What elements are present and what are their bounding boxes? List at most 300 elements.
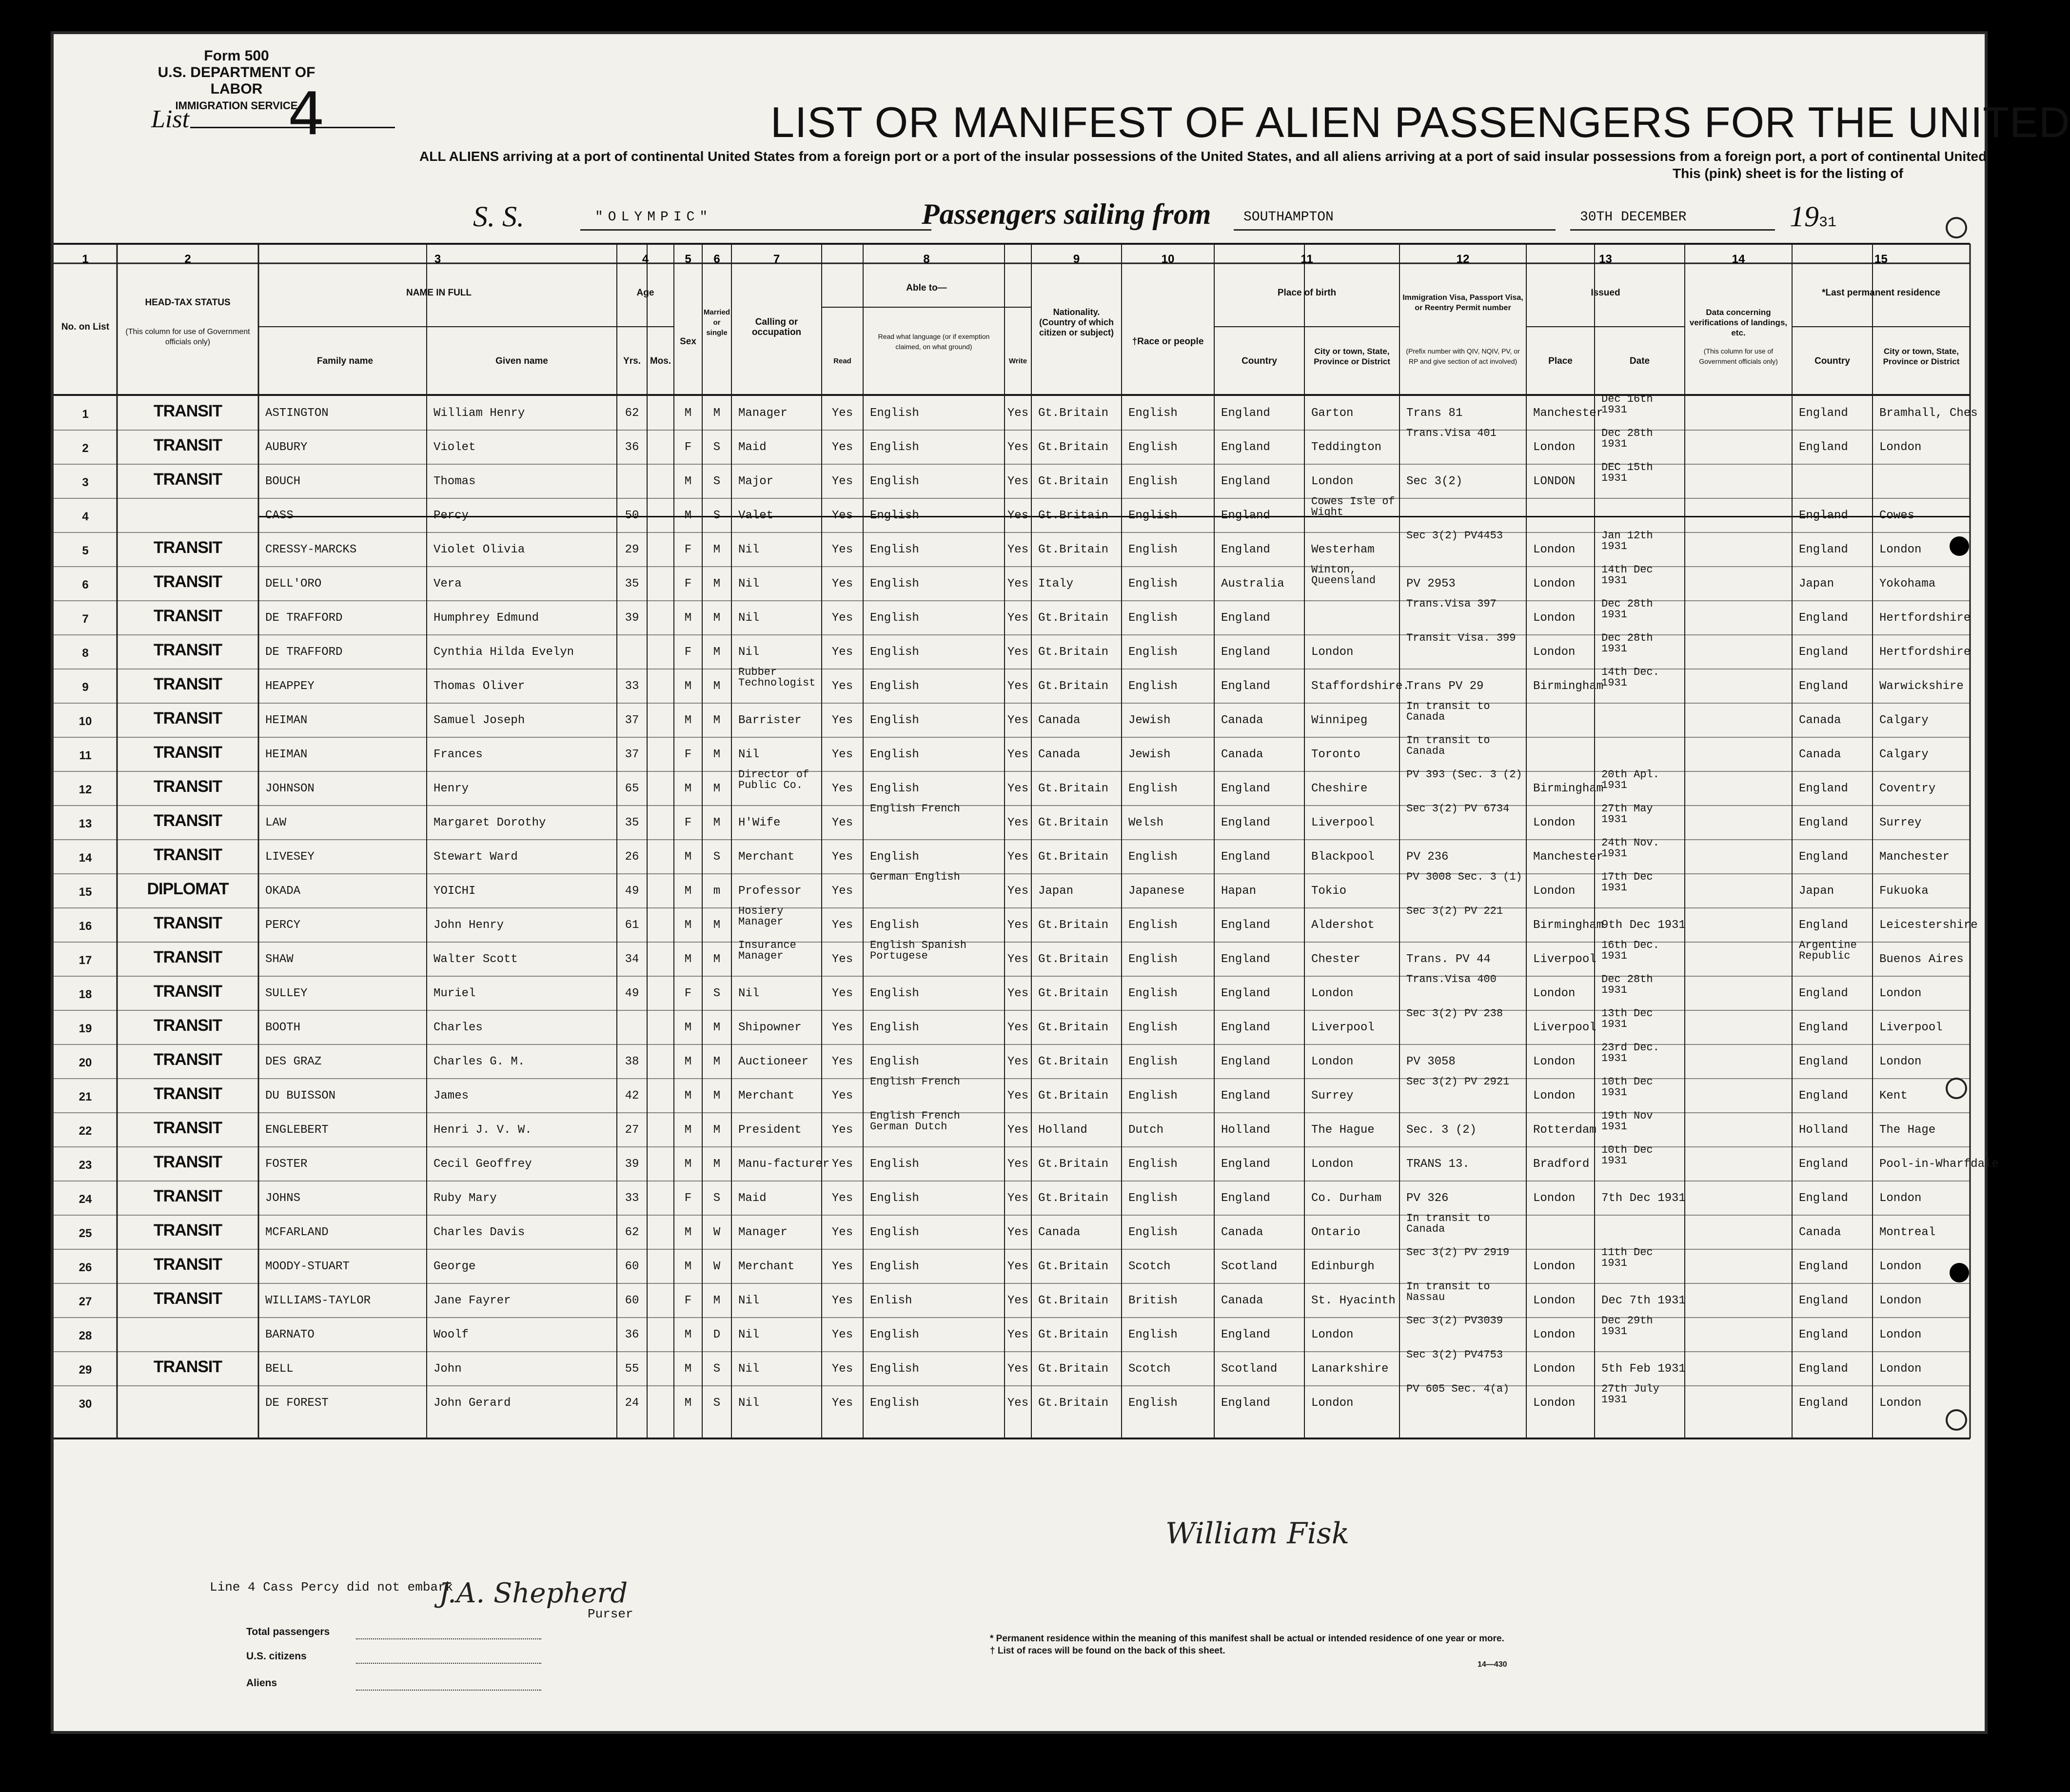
cell-nat: Gt.Britain — [1038, 475, 1109, 488]
cell-yrs: 26 — [625, 850, 639, 864]
cell-country: England — [1221, 509, 1270, 522]
cell-rc: Japan — [1799, 577, 1834, 591]
cell-lang: English — [870, 1362, 919, 1376]
cell-nat: Gt.Britain — [1038, 407, 1109, 420]
cell-n: 14 — [79, 851, 92, 865]
us-citizens-label: U.S. citizens — [246, 1651, 307, 1662]
cell-race: English — [1128, 1226, 1178, 1239]
cell-rc: England — [1799, 850, 1848, 864]
cell-given: Cynthia Hilda Evelyn — [434, 646, 574, 659]
cell-ms: S — [713, 1397, 721, 1410]
cell-race: British — [1128, 1294, 1178, 1307]
cell-ms: M — [713, 919, 721, 932]
cell-rcity: London — [1879, 1328, 1922, 1341]
header-family-name: Family name — [316, 356, 374, 366]
cell-nat: Gt.Britain — [1038, 1294, 1109, 1307]
cell-visa: Sec 3(2) PV3039 — [1406, 1315, 1503, 1327]
cell-given: Henri J. V. W. — [434, 1123, 532, 1137]
cell-place: London — [1533, 441, 1576, 454]
cell-ms: M — [713, 1089, 721, 1103]
cell-city: Teddington — [1311, 441, 1382, 454]
cell-place: London — [1533, 1192, 1576, 1205]
cell-place: London — [1533, 577, 1576, 591]
cell-city: Westerham — [1311, 543, 1375, 556]
cell-read: Yes — [831, 543, 853, 556]
cell-yrs: 34 — [625, 953, 639, 966]
cell-place: London — [1533, 1260, 1576, 1273]
cell-country: England — [1221, 953, 1270, 966]
cell-rcity: Coventry — [1879, 782, 1936, 795]
cell-race: English — [1128, 543, 1178, 556]
cell-calling: Nil — [738, 1328, 760, 1341]
cell-ht: TRANSIT — [153, 709, 222, 728]
cell-given: John Gerard — [434, 1397, 511, 1410]
cell-given: Henry — [434, 782, 469, 795]
cell-city: Toronto — [1311, 748, 1360, 761]
cell-calling: Insurance Manager — [738, 939, 796, 962]
cell-lang: English — [870, 1158, 919, 1171]
cell-date: 19th Nov 1931 — [1601, 1110, 1653, 1133]
cell-rc: England — [1799, 543, 1848, 556]
header-read: Read — [833, 357, 851, 365]
cell-rc: Japan — [1799, 885, 1834, 898]
cell-n: 7 — [82, 612, 89, 626]
header-calling: Calling or occupation — [751, 317, 802, 337]
cell-nat: Canada — [1038, 714, 1081, 727]
cell-date: 16th Dec. 1931 — [1601, 939, 1659, 962]
cell-race: Japanese — [1128, 885, 1185, 898]
cell-ms: S — [713, 1362, 721, 1376]
cell-read: Yes — [831, 407, 853, 420]
cell-sex: M — [684, 1158, 692, 1171]
year-prefix: 19 — [1790, 200, 1819, 233]
cell-sex: M — [684, 1055, 692, 1068]
cell-yrs: 24 — [625, 1397, 639, 1410]
cell-given: Jane Fayrer — [434, 1294, 511, 1307]
cell-nat: Gt.Britain — [1038, 646, 1109, 659]
cell-place: Birmingham — [1533, 680, 1604, 693]
cell-ht: TRANSIT — [153, 1119, 222, 1137]
cell-given: Charles — [434, 1021, 483, 1034]
cell-family: OKADA — [265, 885, 301, 898]
cell-sex: M — [684, 885, 692, 898]
cell-visa: In transit to Canada — [1406, 1212, 1490, 1235]
footnote-races: † List of races will be found on the back of this sheet. — [990, 1646, 1225, 1656]
cell-race: English — [1128, 577, 1178, 591]
cell-rc: England — [1799, 1021, 1848, 1034]
cell-sex: M — [684, 850, 692, 864]
purser-signature: J.A. Shepherd — [439, 1577, 628, 1609]
cell-place: Bradford — [1533, 1158, 1590, 1171]
cell-sex: M — [684, 1397, 692, 1410]
cell-race: Scotch — [1128, 1362, 1171, 1376]
cell-given: Frances — [434, 748, 483, 761]
column-number: 3 — [434, 253, 441, 266]
cell-nat: Gt.Britain — [1038, 1328, 1109, 1341]
cell-country: Hapan — [1221, 885, 1257, 898]
cell-ms: D — [713, 1328, 721, 1341]
header-issued: Issued — [1591, 288, 1620, 298]
cell-write: Yes — [1007, 1226, 1029, 1239]
cell-ht: TRANSIT — [153, 846, 222, 864]
cell-sex: M — [684, 714, 692, 727]
cell-nat: Gt.Britain — [1038, 987, 1109, 1000]
cell-visa: Trans.Visa 400 — [1406, 973, 1497, 985]
cell-lang: English — [870, 577, 919, 591]
cell-family: DES GRAZ — [265, 1055, 322, 1068]
cell-lang: English French German Dutch — [870, 1110, 960, 1133]
cell-country: England — [1221, 1055, 1270, 1068]
cell-place: Birmingham — [1533, 919, 1604, 932]
cell-n: 16 — [79, 920, 92, 933]
cell-sex: M — [684, 475, 692, 488]
cell-ms: M — [713, 782, 721, 795]
cell-city: Winnipeg — [1311, 714, 1368, 727]
cell-city: London — [1311, 646, 1354, 659]
cell-rcity: The Hage — [1879, 1123, 1936, 1137]
list-number: 4 — [288, 80, 325, 148]
cell-country: England — [1221, 987, 1270, 1000]
cell-lang: English French — [870, 1076, 960, 1088]
cell-place: Liverpool — [1533, 953, 1597, 966]
cell-country: England — [1221, 475, 1270, 488]
cell-sex: M — [684, 611, 692, 625]
cell-yrs: 39 — [625, 1158, 639, 1171]
cell-yrs: 36 — [625, 441, 639, 454]
cell-nat: Gt.Britain — [1038, 1021, 1109, 1034]
cell-race: English — [1128, 1328, 1178, 1341]
cell-write: Yes — [1007, 1397, 1029, 1410]
cell-visa: PV 3008 Sec. 3 (1) — [1406, 871, 1522, 883]
cell-visa: In transit to Nassau — [1406, 1280, 1490, 1303]
cell-place: LONDON — [1533, 475, 1576, 488]
cell-nat: Italy — [1038, 577, 1074, 591]
column-number: 6 — [713, 253, 720, 266]
cell-date: 17th Dec 1931 — [1601, 871, 1653, 894]
cell-n: 30 — [79, 1398, 92, 1411]
cell-race: English — [1128, 441, 1178, 454]
header-head-tax: HEAD-TAX STATUS — [145, 297, 231, 308]
cell-given: Muriel — [434, 987, 476, 1000]
column-number: 11 — [1301, 253, 1313, 266]
cell-read: Yes — [831, 577, 853, 591]
header-last-residence: *Last permanent residence — [1822, 288, 1940, 298]
cell-lang: German English — [870, 871, 960, 883]
cell-date: 27th July 1931 — [1601, 1383, 1659, 1406]
cell-visa: In transit to Canada — [1406, 734, 1490, 757]
cell-country: England — [1221, 919, 1270, 932]
cell-rc: England — [1799, 509, 1848, 522]
cell-country: England — [1221, 1089, 1270, 1103]
cell-rcity: Cowes — [1879, 509, 1915, 522]
cell-given: YOICHI — [434, 885, 476, 898]
header-landing: Data concerning verifications of landings, etc. — [1689, 308, 1788, 337]
cell-rcity: Calgary — [1879, 748, 1929, 761]
cell-country: Scotland — [1221, 1362, 1278, 1376]
cell-yrs: 29 — [625, 543, 639, 556]
cell-city: Co. Durham — [1311, 1192, 1382, 1205]
cell-n: 20 — [79, 1056, 92, 1069]
cell-visa: Trans 81 — [1406, 407, 1463, 420]
cell-date: Dec 28th 1931 — [1601, 973, 1653, 996]
cell-given: George — [434, 1260, 476, 1273]
cell-date: Jan 12th 1931 — [1601, 530, 1653, 552]
cell-sex: M — [684, 1021, 692, 1034]
cell-calling: Nil — [738, 1397, 760, 1410]
cell-date: Dec 28th 1931 — [1601, 598, 1653, 621]
header-issued-place: Place — [1548, 356, 1573, 366]
cell-n: 1 — [82, 408, 89, 421]
cell-write: Yes — [1007, 1158, 1029, 1171]
cell-city: Surrey — [1311, 1089, 1354, 1103]
cell-family: WILLIAMS-TAYLOR — [265, 1294, 371, 1307]
cell-ht: TRANSIT — [153, 811, 222, 830]
cell-ht: TRANSIT — [153, 1050, 222, 1069]
cell-read: Yes — [831, 782, 853, 795]
cell-date: Dec 29th 1931 — [1601, 1315, 1653, 1338]
manifest-sheet — [54, 34, 2070, 1731]
cell-yrs: 37 — [625, 748, 639, 761]
cell-visa: Trans. PV 44 — [1406, 953, 1491, 966]
cell-date: 11th Dec 1931 — [1601, 1246, 1653, 1269]
cell-ms: M — [713, 748, 721, 761]
cell-read: Yes — [831, 1226, 853, 1239]
cell-rcity: London — [1879, 543, 1922, 556]
cell-city: Edinburgh — [1311, 1260, 1375, 1273]
cell-write: Yes — [1007, 441, 1029, 454]
header-name-in-full: NAME IN FULL — [406, 288, 472, 298]
cell-city: Garton — [1311, 407, 1354, 420]
cell-read: Yes — [831, 748, 853, 761]
cell-city: London — [1311, 475, 1354, 488]
cell-rc: England — [1799, 816, 1848, 829]
cell-read: Yes — [831, 953, 853, 966]
cell-place: London — [1533, 1397, 1576, 1410]
cell-country: England — [1221, 646, 1270, 659]
cell-lang: English — [870, 1021, 919, 1034]
cell-city: Ontario — [1311, 1226, 1360, 1239]
cell-race: English — [1128, 953, 1178, 966]
cell-ms: W — [713, 1226, 721, 1239]
cell-write: Yes — [1007, 509, 1029, 522]
cell-calling: President — [738, 1123, 802, 1137]
cell-yrs: 39 — [625, 611, 639, 625]
cell-sex: F — [684, 748, 692, 761]
cell-n: 4 — [82, 510, 89, 523]
cell-family: JOHNSON — [265, 782, 315, 795]
cell-n: 12 — [79, 783, 92, 796]
cell-nat: Holland — [1038, 1123, 1087, 1137]
cell-place: Rotterdam — [1533, 1123, 1597, 1137]
cell-place: Liverpool — [1533, 1021, 1597, 1034]
cell-ht: TRANSIT — [153, 743, 222, 762]
cell-write: Yes — [1007, 407, 1029, 420]
cell-date: Dec 28th 1931 — [1601, 427, 1653, 450]
cell-ht: TRANSIT — [153, 1358, 222, 1376]
cell-given: William Henry — [434, 407, 525, 420]
cell-date: Dec 28th 1931 — [1601, 632, 1653, 655]
cell-calling: Merchant — [738, 1089, 795, 1103]
cell-nat: Gt.Britain — [1038, 816, 1109, 829]
cell-read: Yes — [831, 680, 853, 693]
header-res-city: City or town, State, Province or District — [1883, 347, 1960, 366]
cell-write: Yes — [1007, 475, 1029, 488]
cell-sex: M — [684, 407, 692, 420]
port-of-departure: SOUTHAMPTON — [1243, 210, 1334, 225]
cell-given: Charles Davis — [434, 1226, 525, 1239]
cell-yrs: 55 — [625, 1362, 639, 1376]
cell-rc: England — [1799, 782, 1848, 795]
form-code: 14—430 — [1478, 1660, 1507, 1669]
cell-yrs: 60 — [625, 1294, 639, 1307]
cell-n: 18 — [79, 988, 92, 1001]
cell-calling: Maid — [738, 1192, 767, 1205]
cell-write: Yes — [1007, 748, 1029, 761]
cell-ms: S — [713, 850, 721, 864]
cell-race: Dutch — [1128, 1123, 1164, 1137]
cell-date: 23rd Dec. 1931 — [1601, 1042, 1659, 1064]
header-mos: Mos. — [650, 356, 671, 366]
cell-country: England — [1221, 680, 1270, 693]
header-place-of-birth: Place of birth — [1277, 288, 1337, 298]
cell-write: Yes — [1007, 816, 1029, 829]
cell-race: English — [1128, 850, 1178, 864]
column-number: 5 — [685, 253, 691, 266]
cell-city: London — [1311, 1158, 1354, 1171]
cell-nat: Gt.Britain — [1038, 1158, 1109, 1171]
cell-race: English — [1128, 509, 1178, 522]
cell-read: Yes — [831, 1362, 853, 1376]
column-number: 14 — [1732, 253, 1745, 266]
cell-date: 10th Dec 1931 — [1601, 1076, 1653, 1099]
cell-race: English — [1128, 611, 1178, 625]
cell-country: England — [1221, 407, 1270, 420]
cell-country: England — [1221, 782, 1270, 795]
department-name: U.S. DEPARTMENT OF LABOR — [158, 64, 315, 97]
cell-country: England — [1221, 1192, 1270, 1205]
strikethrough-line — [258, 516, 1970, 517]
cell-city: Tokio — [1311, 885, 1347, 898]
header-race: †Race or people — [1132, 336, 1204, 347]
cell-lang: English — [870, 1192, 919, 1205]
column-number: 13 — [1599, 253, 1612, 266]
cell-write: Yes — [1007, 611, 1029, 625]
cell-n: 13 — [79, 817, 92, 830]
cell-calling: Major — [738, 475, 774, 488]
cell-calling: Valet — [738, 509, 774, 522]
header-able-to: Able to— — [906, 283, 947, 293]
cell-yrs: 33 — [625, 680, 639, 693]
page-title: LIST OR MANIFEST OF ALIEN PASSENGERS FOR THE UNITED — [770, 98, 2070, 146]
cell-rcity: London — [1879, 1055, 1922, 1068]
header-issued-date: Date — [1629, 356, 1650, 366]
cell-family: MOODY-STUART — [265, 1260, 350, 1273]
cell-race: English — [1128, 646, 1178, 659]
cell-given: Thomas Oliver — [434, 680, 525, 693]
cell-rcity: Hertfordshire — [1879, 646, 1971, 659]
cell-ht: TRANSIT — [153, 982, 222, 1001]
cell-sex: F — [684, 646, 692, 659]
cell-visa: Sec 3(2) — [1406, 475, 1463, 488]
cell-calling: Director of Public Co. — [738, 768, 809, 791]
cell-n: 28 — [79, 1329, 92, 1342]
cell-family: BELL — [265, 1362, 294, 1376]
cell-sex: M — [684, 1226, 692, 1239]
binder-ring-low — [1946, 1409, 1967, 1431]
cell-n: 26 — [79, 1261, 92, 1274]
cell-family: PERCY — [265, 919, 301, 932]
cell-ms: S — [713, 509, 721, 522]
cell-nat: Gt.Britain — [1038, 1260, 1109, 1273]
cell-yrs: 27 — [625, 1123, 639, 1137]
cell-sex: M — [684, 919, 692, 932]
cell-date: 20th Apl. 1931 — [1601, 768, 1659, 791]
cell-read: Yes — [831, 987, 853, 1000]
binder-hole-2 — [1950, 1263, 1969, 1282]
cell-race: English — [1128, 1055, 1178, 1068]
cell-race: English — [1128, 1397, 1178, 1410]
cell-visa: PV 605 Sec. 4(a) — [1406, 1383, 1510, 1395]
cell-ht: TRANSIT — [153, 572, 222, 591]
cell-country: England — [1221, 850, 1270, 864]
cell-lang: English — [870, 1260, 919, 1273]
cell-ms: S — [713, 1192, 721, 1205]
cell-rc: England — [1799, 1055, 1848, 1068]
cell-given: Percy — [434, 509, 469, 522]
cell-write: Yes — [1007, 1362, 1029, 1376]
cell-nat: Gt.Britain — [1038, 782, 1109, 795]
cell-city: Lanarkshire — [1311, 1362, 1389, 1376]
cell-rcity: Surrey — [1879, 816, 1922, 829]
cell-visa: Sec 3(2) PV 6734 — [1406, 803, 1510, 815]
cell-city: London — [1311, 987, 1354, 1000]
cell-write: Yes — [1007, 953, 1029, 966]
cell-country: Canada — [1221, 1226, 1263, 1239]
cell-sex: M — [684, 1123, 692, 1137]
cell-sex: M — [684, 1260, 692, 1273]
cell-visa: Sec 3(2) PV4453 — [1406, 530, 1503, 542]
cell-nat: Canada — [1038, 1226, 1081, 1239]
cell-rc: Holland — [1799, 1123, 1848, 1137]
cell-n: 2 — [82, 442, 89, 455]
cell-yrs: 61 — [625, 919, 639, 932]
cell-given: Violet Olivia — [434, 543, 525, 556]
cell-rcity: London — [1879, 1260, 1922, 1273]
cell-date: 27th May 1931 — [1601, 803, 1653, 826]
cell-calling: Nil — [738, 646, 760, 659]
cell-rcity: Yokohama — [1879, 577, 1936, 591]
cell-sex: M — [684, 680, 692, 693]
cell-city: Chester — [1311, 953, 1360, 966]
cell-place: London — [1533, 987, 1576, 1000]
cell-city: Winton, Queensland — [1311, 564, 1376, 587]
cell-write: Yes — [1007, 1328, 1029, 1341]
cell-lang: Enlish — [870, 1294, 912, 1307]
cell-nat: Gt.Britain — [1038, 441, 1109, 454]
header-res-country: Country — [1814, 356, 1850, 366]
cell-ms: M — [713, 407, 721, 420]
cell-place: London — [1533, 1294, 1576, 1307]
cell-nat: Canada — [1038, 748, 1081, 761]
cell-visa: PV 236 — [1406, 850, 1449, 864]
cell-visa: In transit to Canada — [1406, 700, 1490, 723]
cell-calling: Merchant — [738, 850, 795, 864]
cell-date: 24th Nov. 1931 — [1601, 837, 1659, 860]
column-number: 9 — [1073, 253, 1080, 266]
subtitle-1: ALL ALIENS arriving at a port of continental United States from a foreign port or a port of the insular possessions of the United States, and all aliens arriving at a port of said insular possessions from a foreign port, a port of continental United — [419, 149, 1987, 164]
cell-visa: Sec 3(2) PV 2921 — [1406, 1076, 1510, 1088]
cell-calling: Merchant — [738, 1260, 795, 1273]
